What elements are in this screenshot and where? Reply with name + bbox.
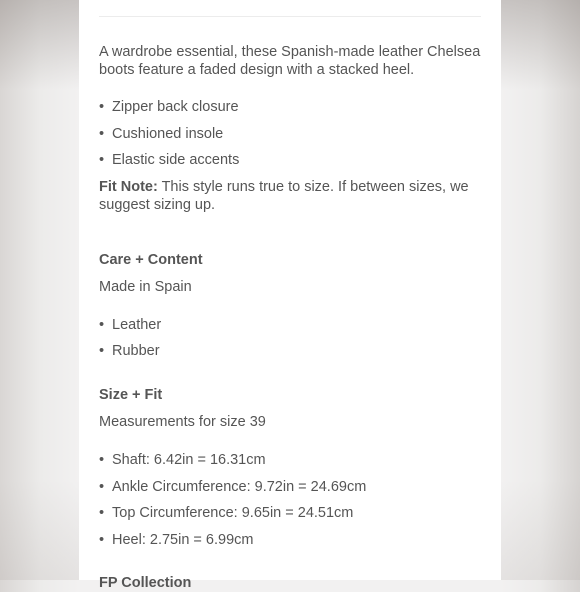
size-fit-heading: Size + Fit: [99, 387, 163, 403]
fit-note: [99, 178, 485, 214]
measurements-intro: Measurements for size 39: [99, 414, 266, 430]
measurement-item: • Top Circumference: 9.65in = 24.51cm: [99, 504, 353, 522]
feature-item: • Zipper back closure: [99, 98, 239, 116]
country-of-origin: Made in Spain: [99, 279, 192, 295]
product-description: A wardrobe essential, these Spanish-made leather Chelsea boots feature a faded design with a stacked heel.: [99, 44, 481, 78]
care-content-heading: Care + Content: [99, 252, 203, 268]
measurement-item: • Heel: 2.75in = 6.99cm: [99, 531, 253, 549]
background-right: [501, 0, 580, 580]
section-divider: [99, 16, 481, 17]
fit-note-label: Fit Note:: [99, 179, 158, 195]
material-item: • Rubber: [99, 342, 160, 360]
fit-note-text: This style runs true to size. If between sizes, we suggest sizing up.: [99, 179, 469, 213]
background-left: [0, 0, 79, 580]
feature-item: • Elastic side accents: [99, 151, 239, 169]
material-item: • Leather: [99, 316, 161, 334]
collection-heading: FP Collection: [99, 575, 192, 591]
product-details-panel[interactable]: [79, 0, 501, 591]
measurement-item: • Shaft: 6.42in = 16.31cm: [99, 451, 266, 469]
measurement-item: • Ankle Circumference: 9.72in = 24.69cm: [99, 478, 366, 496]
feature-item: • Cushioned insole: [99, 125, 223, 143]
